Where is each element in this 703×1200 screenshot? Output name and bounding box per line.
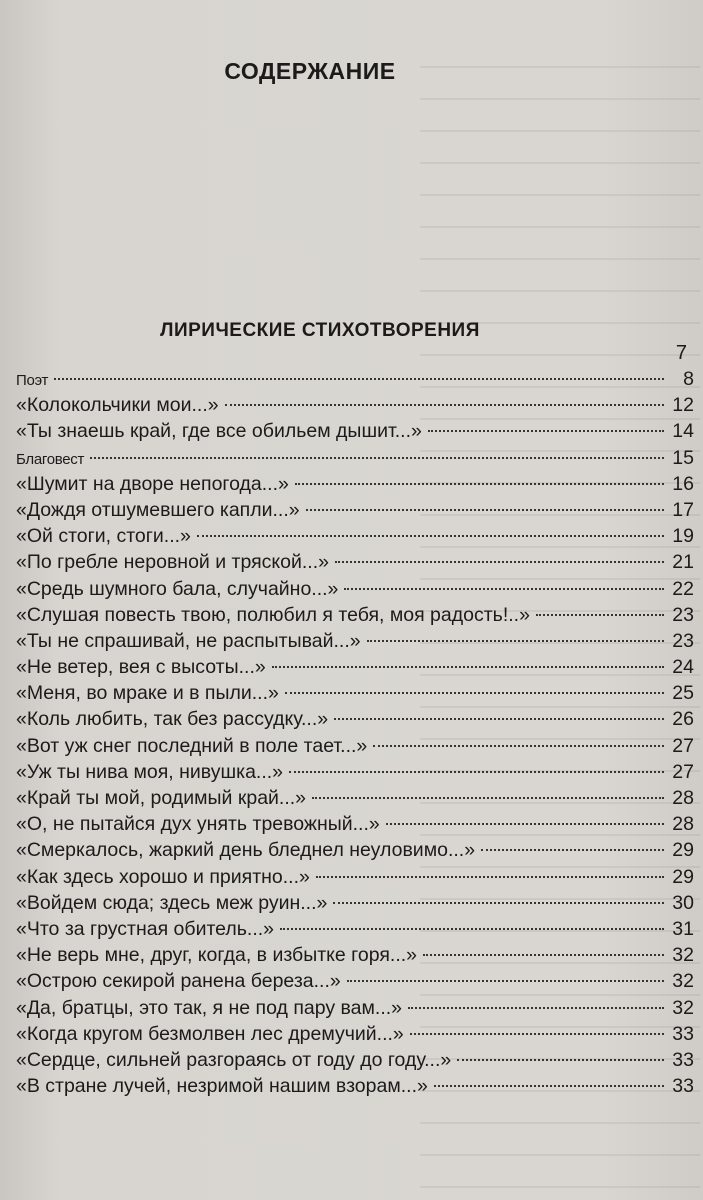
toc-entry xyxy=(16,733,694,759)
dot-leader xyxy=(306,508,664,511)
toc-entry-page: 12 xyxy=(672,394,694,417)
toc-entry-page: 29 xyxy=(672,839,694,862)
toc-entry-title: «В стране лучей, незримой нашим взорам...» xyxy=(16,1075,428,1098)
toc-entry xyxy=(16,890,694,916)
toc-entry xyxy=(16,1047,694,1073)
dot-leader xyxy=(225,403,664,406)
toc-entry-page: 28 xyxy=(672,813,694,836)
table-of-contents xyxy=(16,366,694,1099)
toc-entry-title: «Слушая повесть твою, полюбил я тебя, моя радость!..» xyxy=(16,603,530,626)
toc-entry-page: 25 xyxy=(672,682,694,705)
toc-entry xyxy=(16,680,694,706)
toc-entry-title: «Да, братцы, это так, я не под пару вам...» xyxy=(16,996,403,1019)
toc-entry-page: 30 xyxy=(672,891,694,914)
dot-leader xyxy=(316,875,664,878)
toc-entry-title: «Сердце, сильней разгораясь от году до году...» xyxy=(16,1048,452,1071)
toc-entry-page: 33 xyxy=(672,1022,694,1045)
toc-entry-title: «Средь шумного бала, случайно...» xyxy=(16,577,339,600)
dot-leader xyxy=(408,1006,664,1009)
toc-entry-page: 29 xyxy=(672,865,694,888)
toc-entry xyxy=(16,837,694,863)
toc-entry-page: 23 xyxy=(672,603,694,626)
toc-entry-title: «Вот уж снег последний в поле тает...» xyxy=(16,734,368,757)
toc-entry-title: «Войдем сюда; здесь меж руин...» xyxy=(16,891,328,914)
toc-entry-page: 32 xyxy=(672,944,694,967)
toc-entry xyxy=(16,523,694,549)
toc-entry-title: «Колокольчики мои...» xyxy=(16,394,219,417)
toc-entry-title: Поэт xyxy=(16,372,49,389)
section-heading: ЛИРИЧЕСКИЕ СТИХОТВОРЕНИЯ xyxy=(160,320,480,341)
toc-entry-title: «Как здесь хорошо и приятно...» xyxy=(16,865,310,888)
toc-entry-page: 15 xyxy=(672,446,694,469)
toc-entry-page: 27 xyxy=(672,760,694,783)
toc-entry xyxy=(16,445,694,471)
toc-entry xyxy=(16,602,694,628)
dot-leader xyxy=(386,822,664,825)
toc-entry xyxy=(16,916,694,942)
toc-entry-title: «Когда кругом безмолвен лес дремучий...» xyxy=(16,1022,404,1045)
toc-entry-page: 26 xyxy=(672,708,694,731)
dot-leader xyxy=(197,534,664,537)
toc-entry-page: 14 xyxy=(672,420,694,443)
toc-entry-page: 31 xyxy=(672,917,694,940)
dot-leader xyxy=(285,691,664,694)
toc-entry-page: 8 xyxy=(683,368,694,390)
toc-entry-title: «Коль любить, так без рассудку...» xyxy=(16,708,329,731)
dot-leader xyxy=(373,744,664,747)
dot-leader xyxy=(428,429,664,432)
toc-entry-title: «Не ветер, вея с высоты...» xyxy=(16,656,266,679)
toc-entry-page: 24 xyxy=(672,656,694,679)
dot-leader xyxy=(423,953,664,956)
toc-entry xyxy=(16,418,694,444)
toc-entry xyxy=(16,811,694,837)
toc-entry-title: «Ты знаешь край, где все обильем дышит...» xyxy=(16,420,422,443)
toc-entry xyxy=(16,654,694,680)
toc-entry-title: «О, не пытайся дух унять тревожный...» xyxy=(16,813,380,836)
toc-entry-title: «Ой стоги, стоги...» xyxy=(16,525,191,548)
toc-entry xyxy=(16,366,694,392)
toc-entry-title: «Что за грустная обитель...» xyxy=(16,917,275,940)
dot-leader xyxy=(344,587,664,590)
toc-entry-title: «Меня, во мраке и в пыли...» xyxy=(16,682,279,705)
toc-entry-page: 33 xyxy=(672,1048,694,1071)
toc-entry-page: 32 xyxy=(672,970,694,993)
toc-entry-title: «Смеркалось, жаркий день бледнел неуловимо...» xyxy=(16,839,476,862)
toc-entry-title: «Край ты мой, родимый край...» xyxy=(16,787,307,809)
toc-entry-page: 33 xyxy=(672,1075,694,1098)
toc-entry xyxy=(16,785,694,811)
dot-leader xyxy=(289,770,664,773)
toc-entry-page: 17 xyxy=(672,498,694,521)
toc-entry-page: 22 xyxy=(672,577,694,600)
toc-entry-page: 32 xyxy=(672,996,694,1019)
dot-leader xyxy=(295,482,664,485)
dot-leader xyxy=(90,456,664,459)
dot-leader xyxy=(481,848,664,851)
toc-entry-page: 16 xyxy=(672,472,694,495)
toc-entry xyxy=(16,864,694,890)
toc-entry-title: Благовест xyxy=(16,450,85,468)
dot-leader xyxy=(280,927,664,930)
toc-entry xyxy=(16,1073,694,1099)
toc-entry-page: 21 xyxy=(672,551,694,574)
toc-entry-page: 19 xyxy=(672,525,694,548)
dot-leader xyxy=(410,1032,664,1035)
toc-entry xyxy=(16,759,694,785)
dot-leader xyxy=(536,613,664,616)
toc-entry xyxy=(16,549,694,575)
toc-entry-title: «Уж ты нива моя, нивушка...» xyxy=(16,760,284,783)
dot-leader xyxy=(334,717,664,720)
toc-entry-title: «Не верь мне, друг, когда, в избытке горя...» xyxy=(16,944,417,967)
toc-entry-title: «Шумит на дворе непогода...» xyxy=(16,472,289,495)
toc-entry xyxy=(16,392,694,418)
dot-leader xyxy=(457,1058,664,1061)
dot-leader xyxy=(434,1084,664,1087)
dot-leader xyxy=(347,979,664,982)
toc-entry-page: 23 xyxy=(672,629,694,652)
dot-leader xyxy=(312,796,664,799)
toc-entry-page: 27 xyxy=(672,734,694,757)
dot-leader xyxy=(54,377,664,380)
section-page-number: 7 xyxy=(675,342,687,364)
toc-entry xyxy=(16,942,694,968)
dot-leader xyxy=(272,665,664,668)
toc-entry xyxy=(16,497,694,523)
dot-leader xyxy=(335,560,664,563)
toc-entry xyxy=(16,471,694,497)
toc-entry xyxy=(16,1021,694,1047)
toc-entry xyxy=(16,995,694,1021)
toc-entry xyxy=(16,706,694,732)
toc-entry xyxy=(16,576,694,602)
dot-leader xyxy=(333,901,664,904)
toc-entry-title: «Дождя отшумевшего капли...» xyxy=(16,498,300,521)
toc-entry xyxy=(16,628,694,654)
toc-entry-title: «Ты не спрашивай, не распытывай...» xyxy=(16,629,361,652)
contents-heading: СОДЕРЖАНИЕ xyxy=(224,58,396,84)
toc-entry-title: «По гребле неровной и тряской...» xyxy=(16,551,329,574)
toc-entry-title: «Острою секирой ранена береза...» xyxy=(16,970,341,993)
toc-entry xyxy=(16,968,694,994)
dot-leader xyxy=(367,639,664,642)
toc-entry-page: 28 xyxy=(672,787,694,809)
